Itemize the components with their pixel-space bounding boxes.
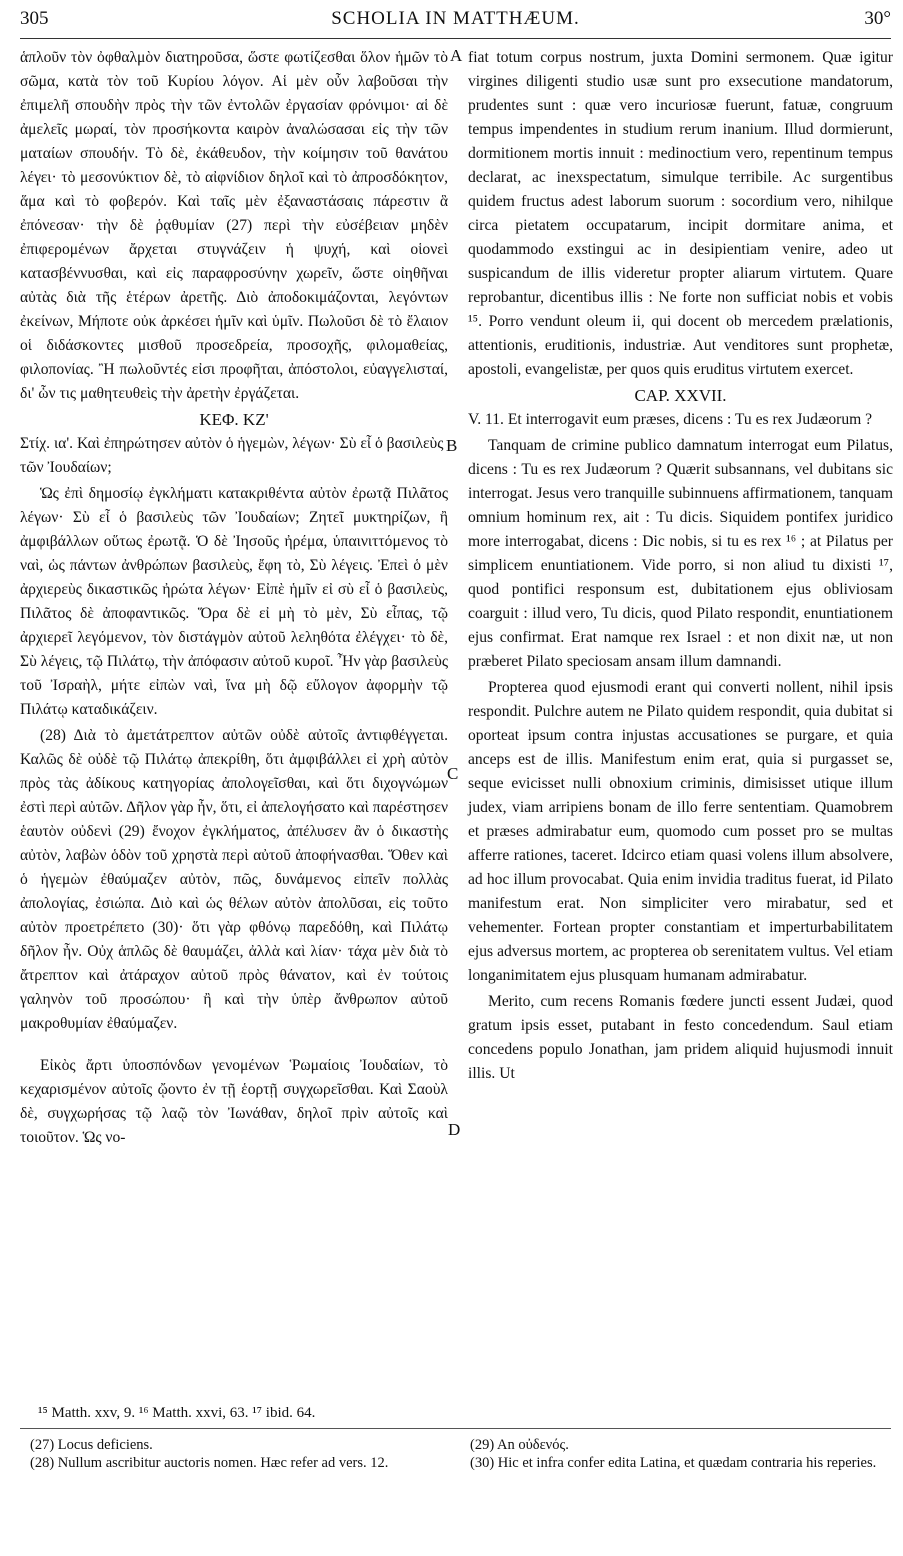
- page-number-right: 30°: [864, 8, 891, 29]
- greek-verse-lemma: Στίχ. ια'. Καὶ ἐπηρώτησεν αὐτὸν ὁ ἡγεμὼν, λέγων· Σὺ εἶ ὁ βασιλεὺς τῶν Ἰουδαίων;: [20, 435, 444, 476]
- footnote-28: (28) Nullum ascribitur auctoris nomen. Hæc refer ad vers. 12.: [30, 1455, 389, 1471]
- latin-verse-lemma: V. 11. Et interrogavit eum præses, dicens : Tu es rex Judæorum ?: [468, 411, 873, 428]
- latin-paragraph-2: Tanquam de crimine publico damnatum interrogat eum Pilatus, dicens : Tu es rex Judæorum ? Quærit subsannans, vel dubitans sic interrogat. Jesus vero tranquille subinnuens affirmationem, tanquam omnium hominum rex, ait : Tu dicis. Siquidem pontifex juridico more interrogabat, dicens : Dic nobis, si tu es rex ¹⁶ ; at Pilatus per simplicem enuntiationem. Vide porro, si non aliud tu dixisti ¹⁷, quod pontifici responsum est, dubitationem ejus obliviosam coarguit : illud vero, Tu dicis, quod Pilato respondit, enuntiationem ejus confirmat. Erat namque rex Israel : et non dixit næ, ut non præberet Pilato speciosam ansam illum damnandi.: [468, 437, 893, 670]
- latin-paragraph-4: Merito, cum recens Romanis fœdere juncti essent Judæi, quod gratum ipsis esset, putabant in festo concedendum. Saul etiam concedens populo Jonathan, jam pridem aliquid hujusmodi innuit illis. Ut: [468, 993, 893, 1082]
- greek-paragraph-3: (28) Διὰ τὸ ἀμετάτρεπτον αὐτῶν οὐδὲ αὐτοῖς ἀντιφθέγγεται. Καλῶς δὲ οὐδὲ τῷ Πιλάτῳ ἀπεκρίθη, ὅτι ἀμφιβάλλει εἰ χρὴ αὐτὸν πρὸς τὰς ἀδίκους κατηγορίας ἀπολογεῖσθαι, καὶ ὅτι διχογνώμων ἐστὶ περὶ αὐτῶν. Δῆλον γὰρ ἦν, ὅτι, εἰ ἀπελογήσατο καὶ παρέστησεν ἑαυτὸν οὐδενὶ (29) ἔνοχον ἐγκλήματος, ἀπέλυσεν ἂν ὁ δικαστὴς αὐτὸν, λαβὼν ὁδὸν τοῦ χρηστὰ περὶ αὐτοῦ ἀποφήνασθαι. Ὅθεν καὶ ὁ ἡγεμὼν ἐθαύμαζεν αὐτὸν, πῶς, δυνάμενος εἰπεῖν πολλὰς ἀπολογίας, ἐσιώπα. Διὸ καὶ ὡς θέλων αὐτὸν ἀπολῦσαι, εἰς τοῦτο αὐτὸν προετρέπετο (30)· ὅτι γὰρ φθόνῳ παρεδόθη, καὶ Πιλάτῳ δῆλον ἦν. Οὐχ ἁπλῶς δὲ θαυμάζει, ἀλλὰ καὶ λίαν· τάχα μὲν διὰ τὸ ἄτρεπτον καὶ ἀτάραχον αὐτοῦ πρὸς θάνατον, καὶ ἐν τούτοις γαληνὸν τοῦ προσώπου· ἢ καὶ τὴν ὑπὲρ ἄνθρωπον αὐτοῦ μακροθυμίαν ἐθαύμαζεν.: [20, 727, 448, 1032]
- greek-paragraph-1: ἁπλοῦν τὸν ὀφθαλμὸν διατηροῦσα, ὥστε φωτίζεσθαι ὅλον ἡμῶν τὸ σῶμα, κατὰ τὸν τοῦ Κυρίου λόγον. Αἱ μὲν οὖν λαβοῦσαι τὴν ἐπιμελῆ σπουδὴν πρὸς τὴν τῶν ἐντολῶν ἐργασίαν φρόνιμοι· αἱ δὲ ἀμελεῖς μωραί, τὸν προσήκοντα καιρὸν ἀναλώσασαι εἰς τὴν τῶν ματαίων σπουδήν. Τὸ δὲ, ἐκάθευδον, τὴν κοίμησιν τοῦ θανάτου λέγει· τὸ μεσονύκτιον δὲ, τὸ αἰφνίδιον δηλοῖ καὶ τὸ ἀπροσδόκητον, ἅμα καὶ τὸ φοβερόν. Καὶ ταῖς μὲν ἐξαναστάσαις πάρεστιν ἃ ἐπόνεσαν· τὴν δὲ ῥᾳθυμίαν (27) περὶ τὴν εὐσέβειαν μηδὲν ἐπιφερομένων ἄρχεται στυγνάζειν ἡ ψυχή, καὶ οἱονεὶ κατασβέννυσθαι, καὶ εἰς παραφροσύνην χωρεῖν, ὥστε οἰηθῆναι αὐτὰς διὰ τῆς ἑτέρων ἀρετῆς. Διὸ ἀποδοκιμάζονται, λεγόντων ἐκείνων, Μήποτε οὐκ ἀρκέσει ἡμῖν καὶ ὑμῖν. Πωλοῦσι δὲ τὸ ἔλαιον οἱ διδάσκοντες μισθοῦ προσεδρεία, προσοχῆς, φιλομαθείας, φιλοπονίας. Ἢ πωλοῦντές εἰσι προφῆται, ἀπόστολοι, εὐαγγελισταί, δι' ὧν τις μαθητευθεὶς τὴν ἀρετὴν ἐργάζεται.: [20, 49, 448, 402]
- running-title: SCHOLIA IN MATTHÆUM.: [331, 8, 580, 29]
- latin-column: [468, 46, 893, 1088]
- greek-column: [20, 46, 448, 1152]
- greek-paragraph-2: Ὡς ἐπὶ δημοσίῳ ἐγκλήματι κατακριθέντα αὐτὸν ἐρωτᾷ Πιλᾶτος λέγων· Σὺ εἶ ὁ βασιλεὺς τῶν Ἰουδαίων; Ζητεῖ μυκτηρίζων, ἢ ἀμφιβάλλων οὕτως ἐρωτᾷ. Ὁ δὲ Ἰησοῦς ἠρέμα, ὑπαινιττόμενος τὸ ναὶ, ὡς πάντων ἀνθρώπων βασιλεὺς, ἔφη τὸ, Σὺ λέγεις. Ἐπεὶ ὁ μὲν ἀρχιερεὺς δικαστικῶς ἠρώτα λέγων· Εἰπὲ ἡμῖν εἰ σὺ εἶ ὁ βασιλεὺς, Πιλᾶτος δὲ ἀποφαντικῶς. Ὅρα δὲ εἰ μὴ τὸ μὲν, Σὺ εἶπας, τῷ ἀρχιερεῖ λεγόμενον, τὸν διστάγμὸν αὐτοῦ λεληθότα ἐλέγχει· τὸ δὲ, Σὺ λέγεις, τῷ Πιλάτῳ, τὴν ἀπόφασιν αὐτοῦ κυροῖ. Ἦν γὰρ βασιλεὺς τοῦ Ἰσραὴλ, μήτε εἰπὼν ναὶ, ἵνα μὴ δῷ εὔλογον ἀφορμὴν τῷ Πιλάτῳ καταδικάζειν.: [20, 485, 448, 718]
- footnote-rule: [20, 1428, 891, 1429]
- margin-letter-c: C: [447, 764, 459, 783]
- margin-letter-b: B: [446, 436, 458, 455]
- running-header: [20, 8, 891, 34]
- header-rule: [20, 38, 891, 39]
- footnote-30: (30) Hic et infra confer edita Latina, et quædam contraria his reperies.: [470, 1455, 877, 1471]
- latin-paragraph-3: Propterea quod ejusmodi erant qui converti nollent, nihil ipsis respondit. Pulchre autem ne Pilato quidem respondit, quia dubitat si oporteat ipsum contra injustas accusationes se purgare, et quia anceps est de illis. Manifestum enim erat, quia si purgasset se, seque evicisset nulli obnoxium criminis, dimisisset utique illum judex, viam arripiens bonam de illo ferre sententiam. Quamobrem et præses admirabatur eum, quomodo cum posset pro se multas afferre rationes, taceret. Idcirco etiam quasi volens illum absolvere, ad hoc illum provocabat. Quia enim invidia traditus fuerat, id Pilato manifestum erat. Non simpliciter vero mirabatur, sed et vehementer. Fortean propter constantiam et imperturbabilitatem ejus adversus mortem, ac propterea ob serenitatem vultus. Vel etiam longanimitatem ejus plusquam humanam admirabatur.: [468, 679, 893, 984]
- margin-letter-d: D: [448, 1120, 461, 1139]
- scripture-references: ¹⁵ Matth. xxv, 9. ¹⁶ Matth. xxvi, 63. ¹⁷ ibid. 64.: [38, 1405, 316, 1421]
- page-number-left: 305: [20, 8, 49, 29]
- footnote-29: (29) An οὐδενός.: [470, 1437, 569, 1453]
- latin-chapter-heading: CAP. XXVII.: [634, 386, 727, 405]
- footnotes-left: [30, 1436, 450, 1472]
- footnote-27: (27) Locus deficiens.: [30, 1437, 153, 1453]
- greek-chapter-heading: ΚΕΦ. ΚΖ': [199, 410, 269, 429]
- footnotes-right: [470, 1436, 890, 1472]
- latin-paragraph-1: fiat totum corpus nostrum, juxta Domini sermonem. Quæ igitur virgines diligenti studio usæ sunt pro exsecutione mandatorum, prudentes sunt : quæ vero incuriosæ fuerunt, fatuæ, congruum tempus impendentes in studium rerum inanium. Illud dormierunt, dormitionem mortis innuit : medinoctium vero, repentinum tempus declarat, ac inexspectatum, simulque terribile. Ac surgentibus quidem fructus adest laborum suorum : socordium vero, nihilque circa pietatem occupatarum, incipit dormitare anima, et quodammodo exstingui ac in desipientiam venire, adeo ut suspicandum de illis videretur propter aliarum virtutem. Quare reprobantur, dicentibus illis : Ne forte non sufficiat nobis et vobis ¹⁵. Porro vendunt oleum ii, qui docent ob mercedem prælationis, attentionis, eruditionis, industriæ. Aut venditores sunt prophetæ, apostoli, evangelistæ, per quos quis eruditus virtutem exercet.: [468, 49, 893, 378]
- margin-letter-a: A: [450, 46, 463, 65]
- greek-paragraph-4: Εἰκὸς ἄρτι ὑποσπόνδων γενομένων Ῥωμαίοις Ἰουδαίων, τὸ κεχαρισμένον αὐτοῖς ᾤοντο ἐν τῇ ἑορτῇ συγχωρεῖσθαι. Καὶ Σαοὺλ δὲ, συγχωρήσας τῷ λαῷ τὸν Ἰωνάθαν, δηλοῖ πρὶν αὐτοῖς καὶ τοιοῦτον. Ὡς νο-: [20, 1057, 448, 1146]
